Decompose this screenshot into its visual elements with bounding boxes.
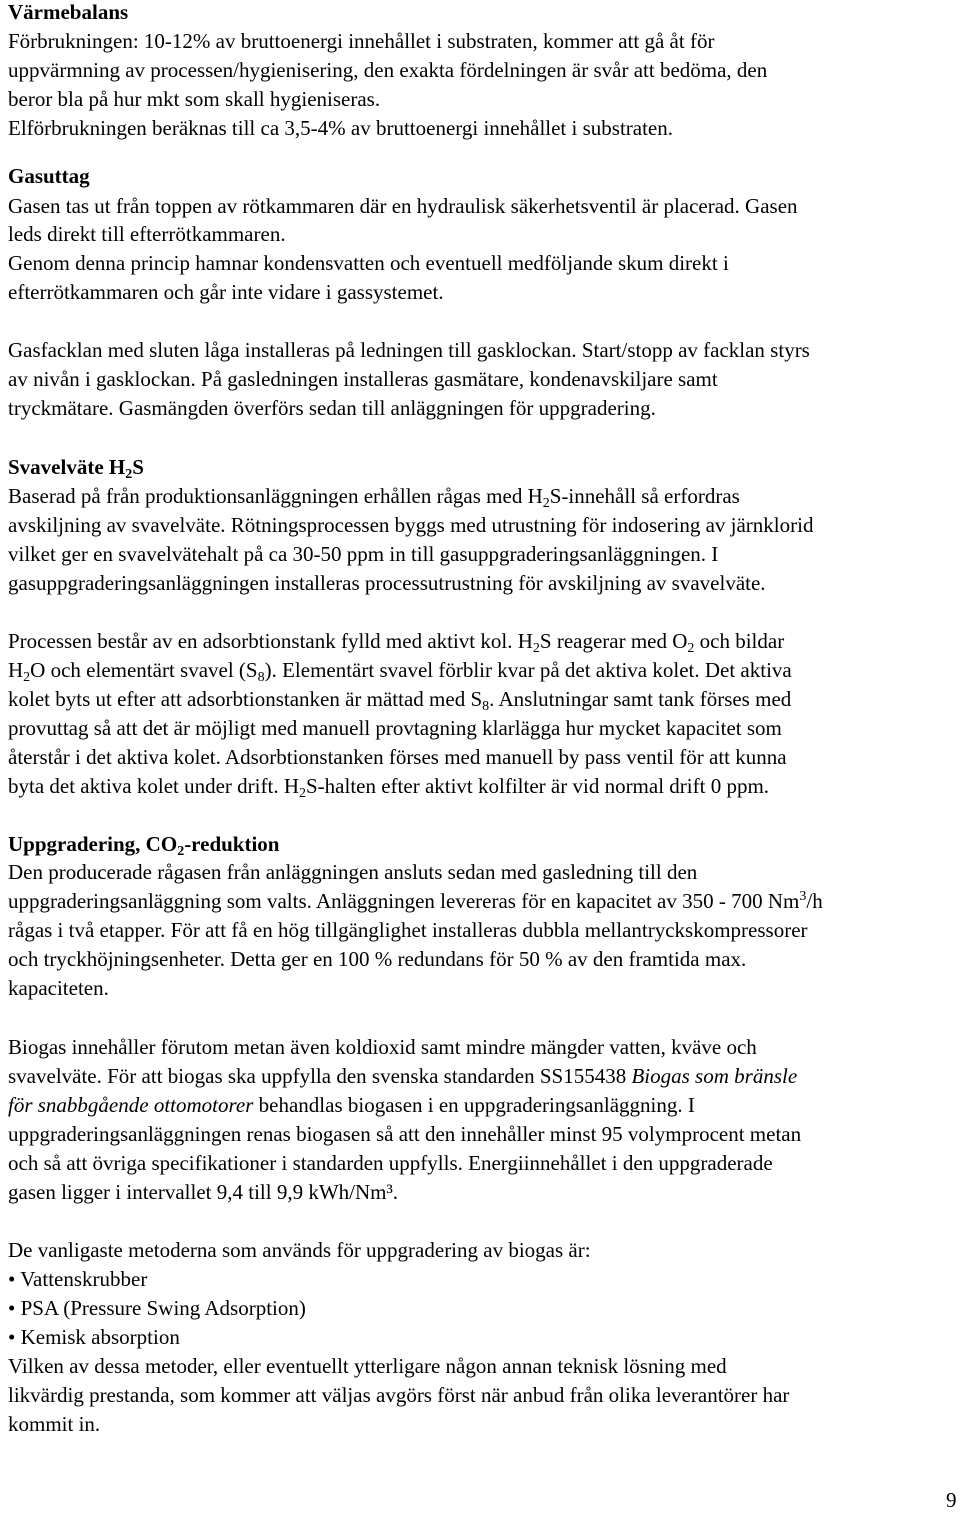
page-number: 9: [946, 1488, 957, 1512]
text-line: beror bla på hur mkt som skall hygieniseras.: [8, 87, 381, 111]
text-line: svavelväte. För att biogas ska uppfylla den svenska standarden SS155438 Biogas som bränsle: [8, 1064, 798, 1088]
text-line: efterrötkammaren och går inte vidare i gassystemet.: [8, 280, 444, 304]
text-line: kommit in.: [8, 1412, 101, 1436]
text-line: kapaciteten.: [8, 976, 109, 1000]
list-item: • Kemisk absorption: [8, 1325, 180, 1349]
text-line: gasuppgraderingsanläggningen installeras processutrustning för avskiljning av svavelväte.: [8, 571, 766, 595]
list-item: • PSA (Pressure Swing Adsorption): [8, 1296, 306, 1320]
heading-svavelvate: Svavelväte $H_2S$: [8, 455, 144, 482]
text-line: uppvärmning av processen/hygienisering, den exakta fördelningen är svår att bedöma, den: [8, 58, 768, 82]
text-line: Baserad på från produktionsanläggningen erhållen rågas med $H_2S$-innehåll så erfordras: [8, 484, 740, 511]
text-line: kolet byts ut efter att adsorbtionstanken är mättad med $S_8$. Anslutningar samt tank förses med: [8, 687, 792, 714]
text-line: Förbrukningen: 10-12% av bruttoenergi innehållet i substraten, kommer att gå åt för: [8, 29, 715, 53]
text-line: leds direkt till efterrötkammaren.: [8, 222, 286, 246]
text-line: Genom denna princip hamnar kondensvatten och eventuell medföljande skum direkt i: [8, 251, 729, 275]
text-line: Biogas innehåller förutom metan även koldioxid samt mindre mängder vatten, kväve och: [8, 1035, 757, 1059]
text-line: och tryckhöjningsenheter. Detta ger en 100 % redundans för 50 % av den framtida max.: [8, 947, 747, 971]
text-line: Processen består av en adsorbtionstank fylld med aktivt kol. $H_2S$ reagerar med $O_2$ och bildar: [8, 629, 785, 656]
text-line: och så att övriga specifikationer i standarden uppfylls. Energiinnehållet i den uppgraderade: [8, 1151, 773, 1175]
text-line: vilket ger en svavelvätehalt på ca 30-50 ppm in till gasuppgraderingsanläggningen. I: [8, 542, 719, 566]
text-line: Gasen tas ut från toppen av rötkammaren där en hydraulisk säkerhetsventil är placerad. Gasen: [8, 194, 798, 218]
heading-gasuttag: Gasuttag: [8, 164, 90, 188]
text-line: Gasfacklan med sluten låga installeras på ledningen till gasklockan. Start/stopp av facklan styrs: [8, 338, 810, 362]
text-line: Vilken av dessa metoder, eller eventuellt ytterligare någon annan teknisk lösning med: [8, 1354, 727, 1378]
text-line: Elförbrukningen beräknas till ca 3,5-4% av bruttoenergi innehållet i substraten.: [8, 116, 673, 140]
text-line: gasen ligger i intervallet 9,4 till 9,9 kWh/Nm³.: [8, 1180, 399, 1204]
text-line: för snabbgående ottomotorer behandlas biogasen i en uppgraderingsanläggning. I: [8, 1093, 695, 1117]
text-line: Den producerade rågasen från anläggningen ansluts sedan med gasledning till den: [8, 860, 698, 884]
text-line: tryckmätare. Gasmängden överförs sedan till anläggningen för uppgradering.: [8, 396, 656, 420]
text-line: avskiljning av svavelväte. Rötningsprocessen byggs med utrustning för indosering av järnklorid: [8, 513, 814, 537]
text-line: provuttag så att det är möjligt med manuell provtagning klarlägga hur mycket kapacitet som: [8, 716, 782, 740]
text-line: likvärdig prestanda, som kommer att väljas avgörs först när anbud från olika leverantörer har: [8, 1383, 790, 1407]
text-line: uppgraderingsanläggningen renas biogasen så att den innehåller minst 95 volymprocent metan: [8, 1122, 802, 1146]
text-line: $H_2O$ och elementärt svavel $(S_8)$. Elementärt svavel förblir kvar på det aktiva kolet. Det aktiva: [8, 658, 792, 685]
text-line: av nivån i gasklockan. På gasledningen installeras gasmätare, kondenavskiljare samt: [8, 367, 718, 391]
text-line: återstår i det aktiva kolet. Adsorbtionstanken förses med manuell by pass ventil för att kunna: [8, 745, 787, 769]
text-line: uppgraderingsanläggning som valts. Anläggningen levereras för en kapacitet av 350 - 700 Nm$^3$/h: [8, 889, 823, 913]
text-line: De vanligaste metoderna som används för uppgradering av biogas är:: [8, 1238, 591, 1262]
text-line: byta det aktiva kolet under drift. $H_2S$-halten efter aktivt kolfilter är vid normal drift 0 ppm.: [8, 774, 770, 801]
list-item: • Vattenskrubber: [8, 1267, 148, 1291]
text-line: rågas i två etapper. För att få en hög tillgänglighet installeras dubbla mellantryckskompressorer: [8, 918, 808, 942]
heading-uppgradering: Uppgradering, $CO_2$-reduktion: [8, 832, 280, 859]
heading-varmebalans: Värmebalans: [8, 0, 129, 24]
